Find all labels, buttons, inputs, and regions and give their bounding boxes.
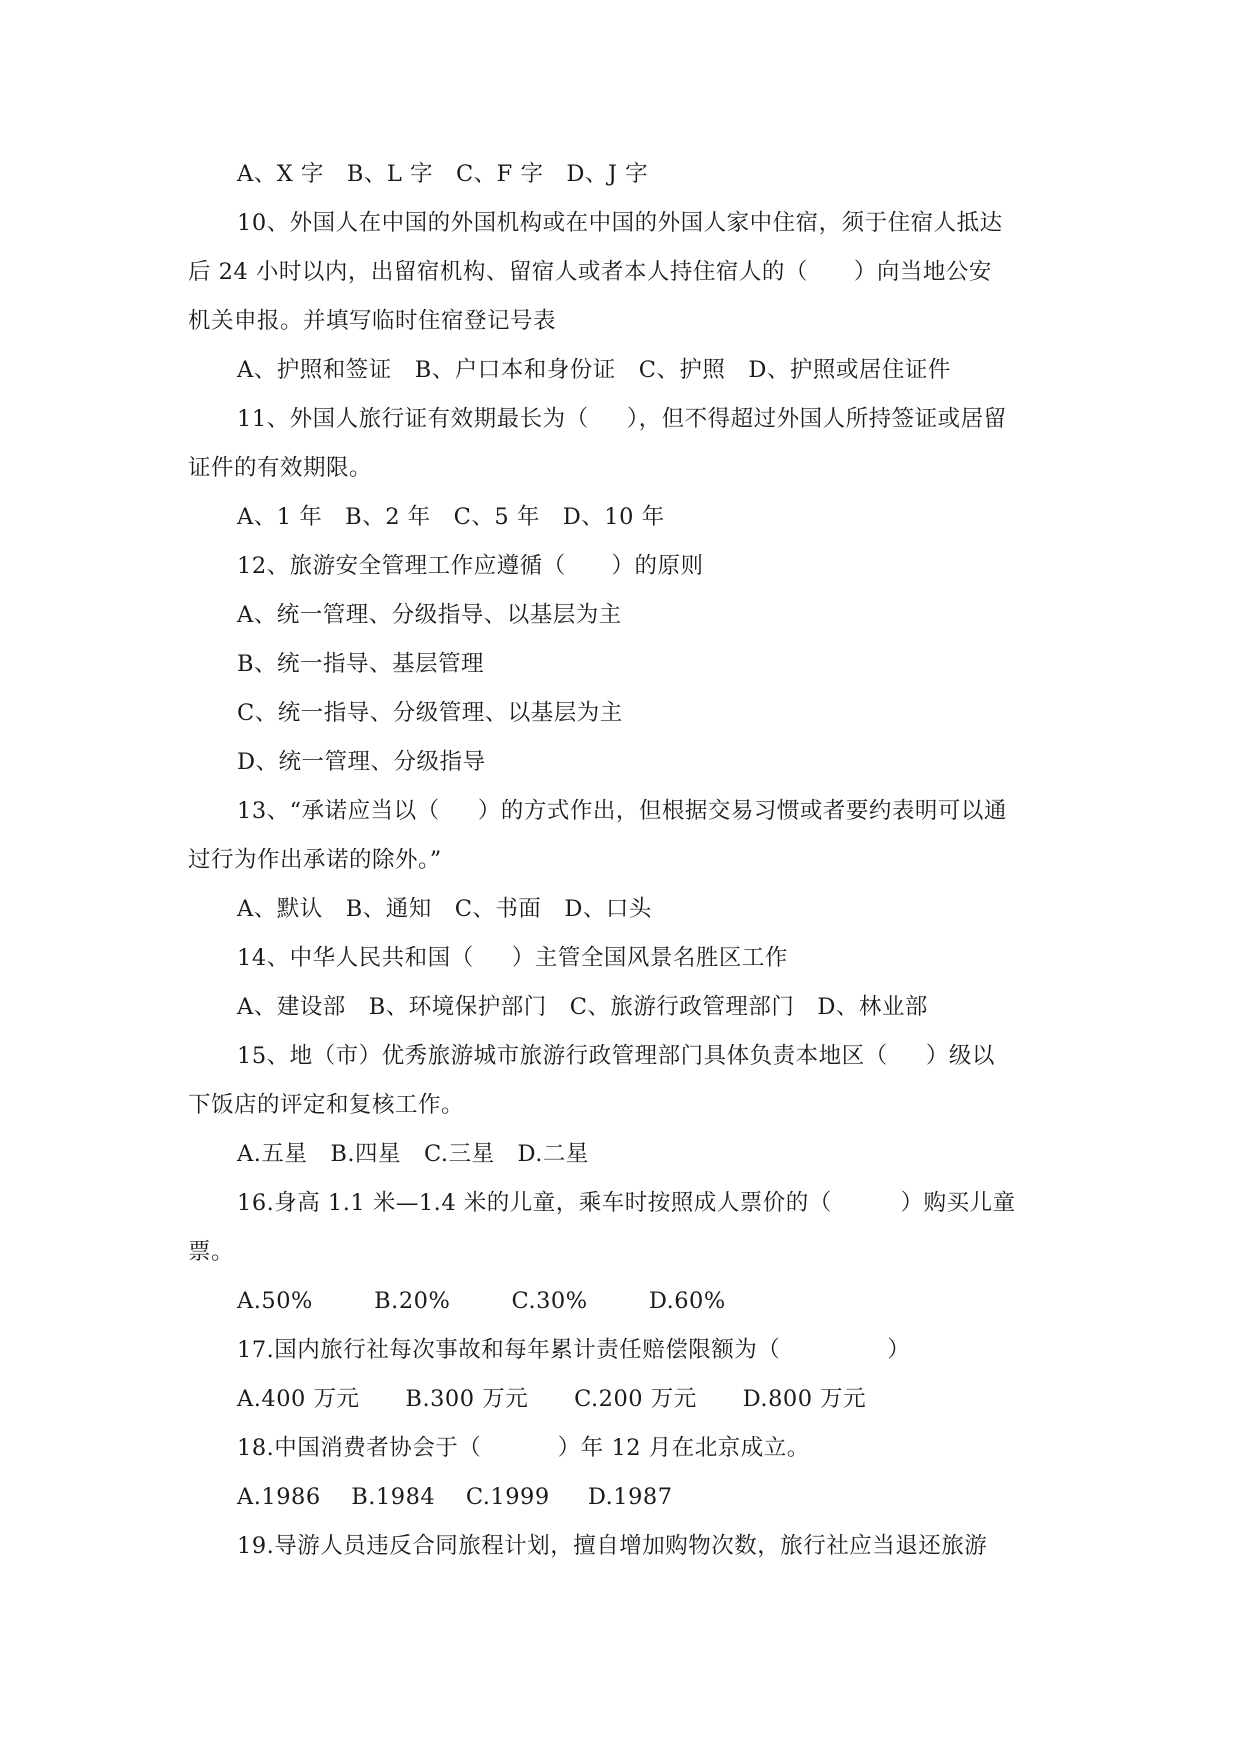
question-13-cont: 过行为作出承诺的除外。” (188, 847, 442, 873)
question-11: 11、外国人旅行证有效期最长为（ ），但不得超过外国人所持签证或居留 (237, 406, 1007, 432)
question-10: 10、外国人在中国的外国机构或在中国的外国人家中住宿，须于住宿人抵达 (237, 210, 1003, 236)
question-16-options: A.50% B.20% C.30% D.60% (237, 1288, 726, 1314)
question-10-cont: 机关申报。并填写临时住宿登记号表 (188, 308, 557, 334)
question-17-options: A.400 万元 B.300 万元 C.200 万元 D.800 万元 (237, 1386, 867, 1412)
text-line: A、X 字 B、L 字 C、F 字 D、J 字 (237, 161, 649, 187)
question-18: 18.中国消费者协会于（ ）年 12 月在北京成立。 (237, 1435, 810, 1461)
question-12-option-b: B、统一指导、基层管理 (237, 651, 485, 677)
question-19: 19.导游人员违反合同旅程计划，擅自增加购物次数，旅行社应当退还旅游 (237, 1533, 988, 1559)
question-13: 13、“承诺应当以（ ）的方式作出，但根据交易习惯或者要约表明可以通 (237, 798, 1007, 824)
question-12-option-c: C、统一指导、分级管理、以基层为主 (237, 700, 623, 726)
question-12-option-d: D、统一管理、分级指导 (237, 749, 486, 775)
question-15-cont: 下饭店的评定和复核工作。 (188, 1092, 465, 1118)
question-15: 15、地（市）优秀旅游城市旅游行政管理部门具体负责本地区（ ）级以 (237, 1043, 995, 1069)
question-18-options: A.1986 B.1984 C.1999 D.1987 (237, 1484, 673, 1510)
question-11-options: A、1 年 B、2 年 C、5 年 D、10 年 (237, 504, 665, 530)
question-14-options: A、建设部 B、环境保护部门 C、旅游行政管理部门 D、林业部 (237, 994, 928, 1020)
question-13-options: A、默认 B、通知 C、书面 D、口头 (237, 896, 652, 922)
question-15-options: A.五星 B.四星 C.三星 D.二星 (237, 1141, 589, 1167)
question-16-cont: 票。 (188, 1239, 235, 1265)
question-14: 14、中华人民共和国（ ）主管全国风景名胜区工作 (237, 945, 788, 971)
question-16: 16.身高 1.1 米—1.4 米的儿童，乘车时按照成人票价的（ ）购买儿童 (237, 1190, 1016, 1216)
question-12: 12、旅游安全管理工作应遵循（ ）的原则 (237, 553, 704, 579)
document-body (188, 150, 1053, 1571)
question-11-cont: 证件的有效期限。 (188, 455, 373, 481)
question-10-options: A、护照和签证 B、户口本和身份证 C、护照 D、护照或居住证件 (237, 357, 951, 383)
question-10-cont: 后 24 小时以内，出留宿机构、留宿人或者本人持住宿人的（ ）向当地公安 (188, 259, 992, 285)
question-17: 17.国内旅行社每次事故和每年累计责任赔偿限额为（ ） (237, 1337, 911, 1363)
question-12-option-a: A、统一管理、分级指导、以基层为主 (237, 602, 622, 628)
